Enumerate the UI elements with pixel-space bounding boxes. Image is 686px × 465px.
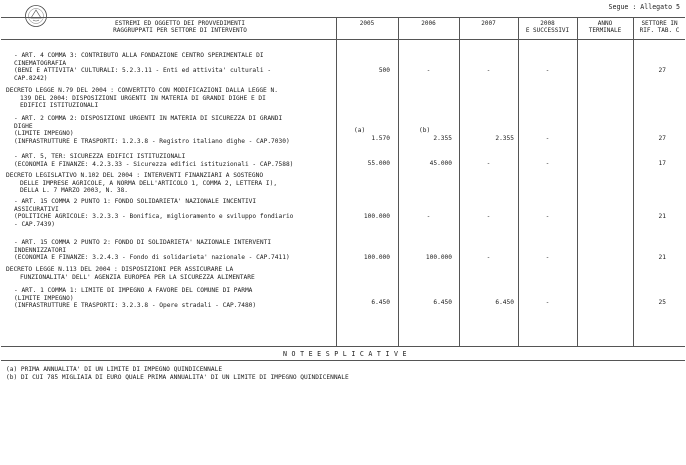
footnote-marker-a: (a) (354, 127, 366, 134)
page-reference: Segue : Allegato 5 (608, 3, 680, 11)
provision-item: - ART. 5, TER: SICUREZZA EDIFICI ISTITUZIONALI (ECONOMIA E FINANZE: 4.2.3.33 - Sicurezza edifici istituzionali - CAP.7588) (14, 153, 294, 168)
value-2007: 2.355 (495, 135, 514, 142)
provision-item: - ART. 15 COMMA 2 PUNTO 2: FONDO DI SOLIDARIETA' NAZIONALE INTERVENTI INDENNIZZATORI (ECONOMIA E FINANZE: 3.2.4.3 - Fondo di solidarieta' nazionale - CAP.7411) (14, 239, 290, 262)
header-2007: 2007 (481, 20, 496, 27)
col-divider (577, 17, 578, 347)
table-top-rule (1, 17, 685, 18)
header-2006: 2006 (421, 20, 436, 27)
value-2006: - (426, 213, 431, 220)
note-a: (a) PRIMA ANNUALITA' DI UN LIMITE DI IMPEGNO QUINDICENNALE (6, 366, 223, 373)
value-2007: - (486, 213, 491, 220)
value-2006: 45.000 (429, 160, 452, 167)
note-b: (b) DI CUI 785 MIGLIAIA DI EURO QUALE PRIMA ANNUALITA' DI UN LIMITE DI IMPEGNO QUINDICENNALE (6, 374, 349, 381)
emblem-seal-icon (24, 4, 48, 28)
header-description: ESTREMI ED OGGETTO DEI PROVVEDIMENTI RAGGRUPPATI PER SETTORE DI INTERVENTO (113, 20, 247, 34)
settore-ref: 27 (658, 135, 666, 142)
value-2008: - (545, 67, 550, 74)
value-2007: - (486, 254, 491, 261)
header-2005: 2005 (359, 20, 375, 27)
value-2005: 6.450 (371, 299, 390, 306)
notes-title-rule (1, 360, 685, 361)
decree-heading: DECRETO LEGISLATIVO N.102 DEL 2004 : INTERVENTI FINANZIARI A SOSTEGNO DELLE IMPRESE AGRICOLE, A NORMA DELL'ARTICOLO 1, COMMA 2, LETTERA I), DELLA L. 7 MARZO 2003, N. 38. (6, 172, 278, 195)
value-2006: 6.450 (433, 299, 452, 306)
value-2005: 55.000 (367, 160, 390, 167)
settore-ref: 25 (658, 299, 666, 306)
value-2006: 100.000 (425, 254, 452, 261)
value-2007: - (486, 67, 491, 74)
value-2007: - (486, 160, 491, 167)
value-2005: 1.570 (371, 135, 390, 142)
settore-ref: 27 (658, 67, 666, 74)
provision-item: - ART. 1 COMMA 1: LIMITE DI IMPEGNO A FAVORE DEL COMUNE DI PARMA (LIMITE IMPEGNO) (INFRASTRUTTURE E TRASPORTI: 3.2.3.8 - Opere stradali - CAP.7480) (14, 287, 257, 310)
value-2005: 500 (378, 67, 390, 74)
provision-item: - ART. 2 COMMA 2: DISPOSIZIONI URGENTI IN MATERIA DI SICUREZZA DI GRANDI DIGHE (LIMITE IMPEGNO) (INFRASTRUTTURE E TRASPORTI: 1.2.3.8 - Registro italiano dighe - CAP.7030) (14, 115, 290, 145)
value-2008: - (545, 213, 550, 220)
provision-item: - ART. 15 COMMA 2 PUNTO 1: FONDO SOLIDARIETA' NAZIONALE INCENTIVI ASSICURATIVI (POLITICHE AGRICOLE: 3.2.3.3 - Bonifica, miglioramento e sviluppo fondiario - CAP.7439) (14, 198, 294, 228)
col-divider (336, 17, 337, 347)
header-2008: 2008 E SUCCESSIVI (525, 20, 570, 34)
header-settore: SETTORE IN RIF. TAB. C (639, 20, 680, 34)
table-bottom-rule (1, 346, 685, 347)
header-bottom-rule (1, 39, 685, 40)
settore-ref: 21 (658, 213, 666, 220)
col-divider (633, 17, 634, 347)
value-2008: - (545, 160, 550, 167)
header-anno-terminale: ANNO TERMINALE (588, 20, 622, 34)
decree-heading: DECRETO LEGGE N.113 DEL 2004 : DISPOSIZIONI PER ASSICURARE LA FUNZIONALITA' DELL' AGENZIA EUROPEA PER LA SICUREZZA ALIMENTARE (6, 266, 255, 281)
decree-heading: DECRETO LEGGE N.79 DEL 2004 : CONVERTITO CON MODIFICAZIONI DALLA LEGGE N. 139 DEL 2004: DISPOSIZIONI URGENTI IN MATERIA DI GRANDI DIGHE E DI EDIFICI ISTITUZIONALI (6, 87, 278, 110)
footnote-marker-b: (b) (419, 127, 431, 134)
value-2008: - (545, 299, 550, 306)
value-2008: - (545, 254, 550, 261)
settore-ref: 17 (658, 160, 666, 167)
provision-item: - ART. 4 COMMA 3: CONTRIBUTO ALLA FONDAZIONE CENTRO SPERIMENTALE DI CINEMATOGRAFIA (BENI E ATTIVITA' CULTURALI: 5.2.3.11 - Enti ed attivita' culturali - CAP.8242) (14, 52, 272, 82)
value-2007: 6.450 (495, 299, 514, 306)
notes-title: N O T E E S P L I C A T I V E (283, 350, 407, 358)
value-2008: - (545, 135, 550, 142)
value-2006: 2.355 (433, 135, 452, 142)
settore-ref: 21 (658, 254, 666, 261)
value-2006: - (426, 67, 431, 74)
value-2005: 100.000 (363, 213, 390, 220)
value-2005: 100.000 (363, 254, 390, 261)
